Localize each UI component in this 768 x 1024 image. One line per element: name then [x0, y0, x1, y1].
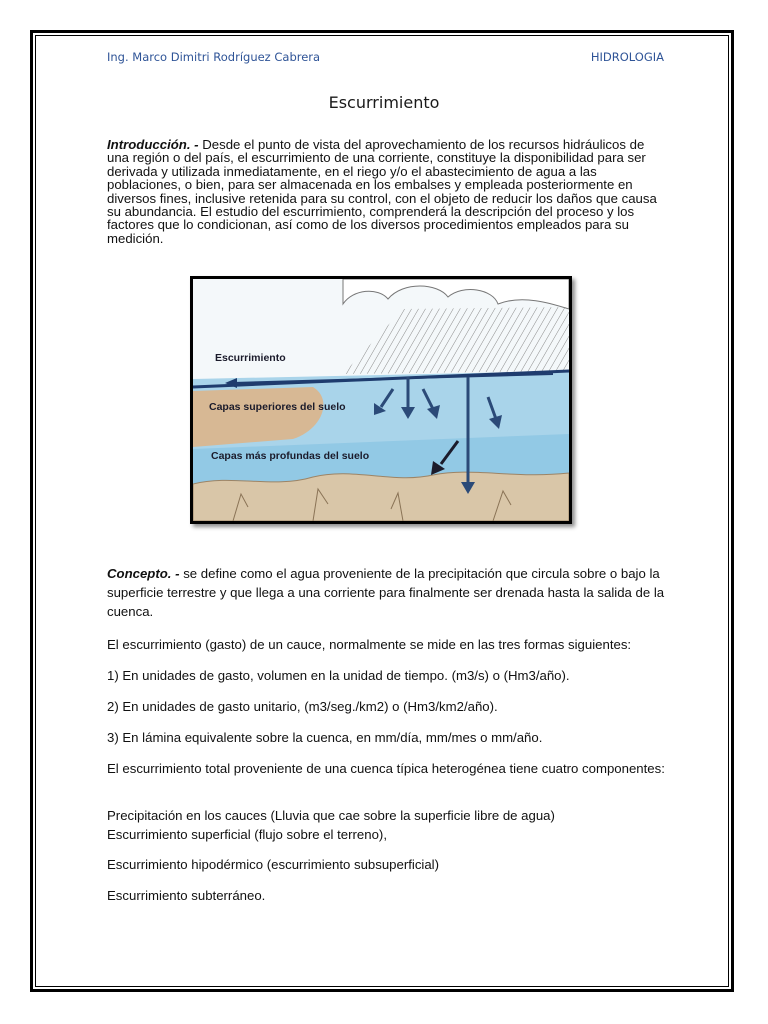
- measure-intro: El escurrimiento (gasto) de un cauce, normalmente se mide en las tres formas siguientes:: [107, 637, 632, 652]
- component-3: Escurrimiento hipodérmico (escurrimiento subsuperficial): [107, 857, 440, 872]
- measure-item-2: 2) En unidades de gasto unitario, (m3/seg./km2) o (Hm3/km2/año).: [107, 699, 498, 714]
- concept-paragraph: [107, 564, 667, 621]
- runoff-diagram: [190, 276, 572, 524]
- header-author: Ing. Marco Dimitri Rodríguez Cabrera: [107, 50, 321, 64]
- intro-label: Introducción. -: [107, 137, 199, 152]
- component-2: Escurrimiento superficial (flujo sobre el terreno),: [107, 827, 387, 842]
- header-subject: HIDROLOGIA: [590, 50, 664, 64]
- label-runoff: Escurrimiento: [215, 352, 286, 364]
- intro-paragraph: [107, 138, 667, 245]
- intro-text: Desde el punto de vista del aprovechamiento de los recursos hidráulicos de una región o del país, el escurrimiento de una corriente, constituye la disponibilidad para ser derivada y utilizada inmediatamente, en el riego y/o el abastecimiento de agua a las poblaciones, o bien, para ser almacenada en los embalses y empleada posteriormente en diversos fines, inclusive retenida para su control, con el objeto de reducir los daños que causa su abundancia. El estudio del escurrimiento, comprenderá la descripción del proceso y los factores que lo condicionan, así como de los diversos procedimientos empleados para su medición.: [107, 137, 657, 246]
- measure-item-1: 1) En unidades de gasto, volumen en la unidad de tiempo. (m3/s) o (Hm3/año).: [107, 668, 570, 683]
- concept-label: Concepto. -: [107, 566, 180, 581]
- component-list-a: [107, 806, 667, 844]
- runoff-diagram-art: [193, 279, 569, 521]
- component-4: Escurrimiento subterráneo.: [107, 888, 266, 903]
- component-1: Precipitación en los cauces (Lluvia que cae sobre la superficie libre de agua): [107, 808, 555, 823]
- concept-text: se define como el agua proveniente de la precipitación que circula sobre o bajo la superficie terrestre y que llega a una corriente para finalmente ser drenada hasta la salida de la cuenca.: [107, 566, 665, 619]
- label-upper-layers: Capas superiores del suelo: [209, 401, 346, 413]
- components-intro: El escurrimiento total proveniente de una cuenca típica heterogénea tiene cuatro componentes:: [107, 761, 665, 776]
- page-title: Escurrimiento: [328, 93, 440, 112]
- measure-item-3: 3) En lámina equivalente sobre la cuenca, en mm/día, mm/mes o mm/año.: [107, 730, 543, 745]
- label-deep-layers: Capas más profundas del suelo: [211, 450, 370, 462]
